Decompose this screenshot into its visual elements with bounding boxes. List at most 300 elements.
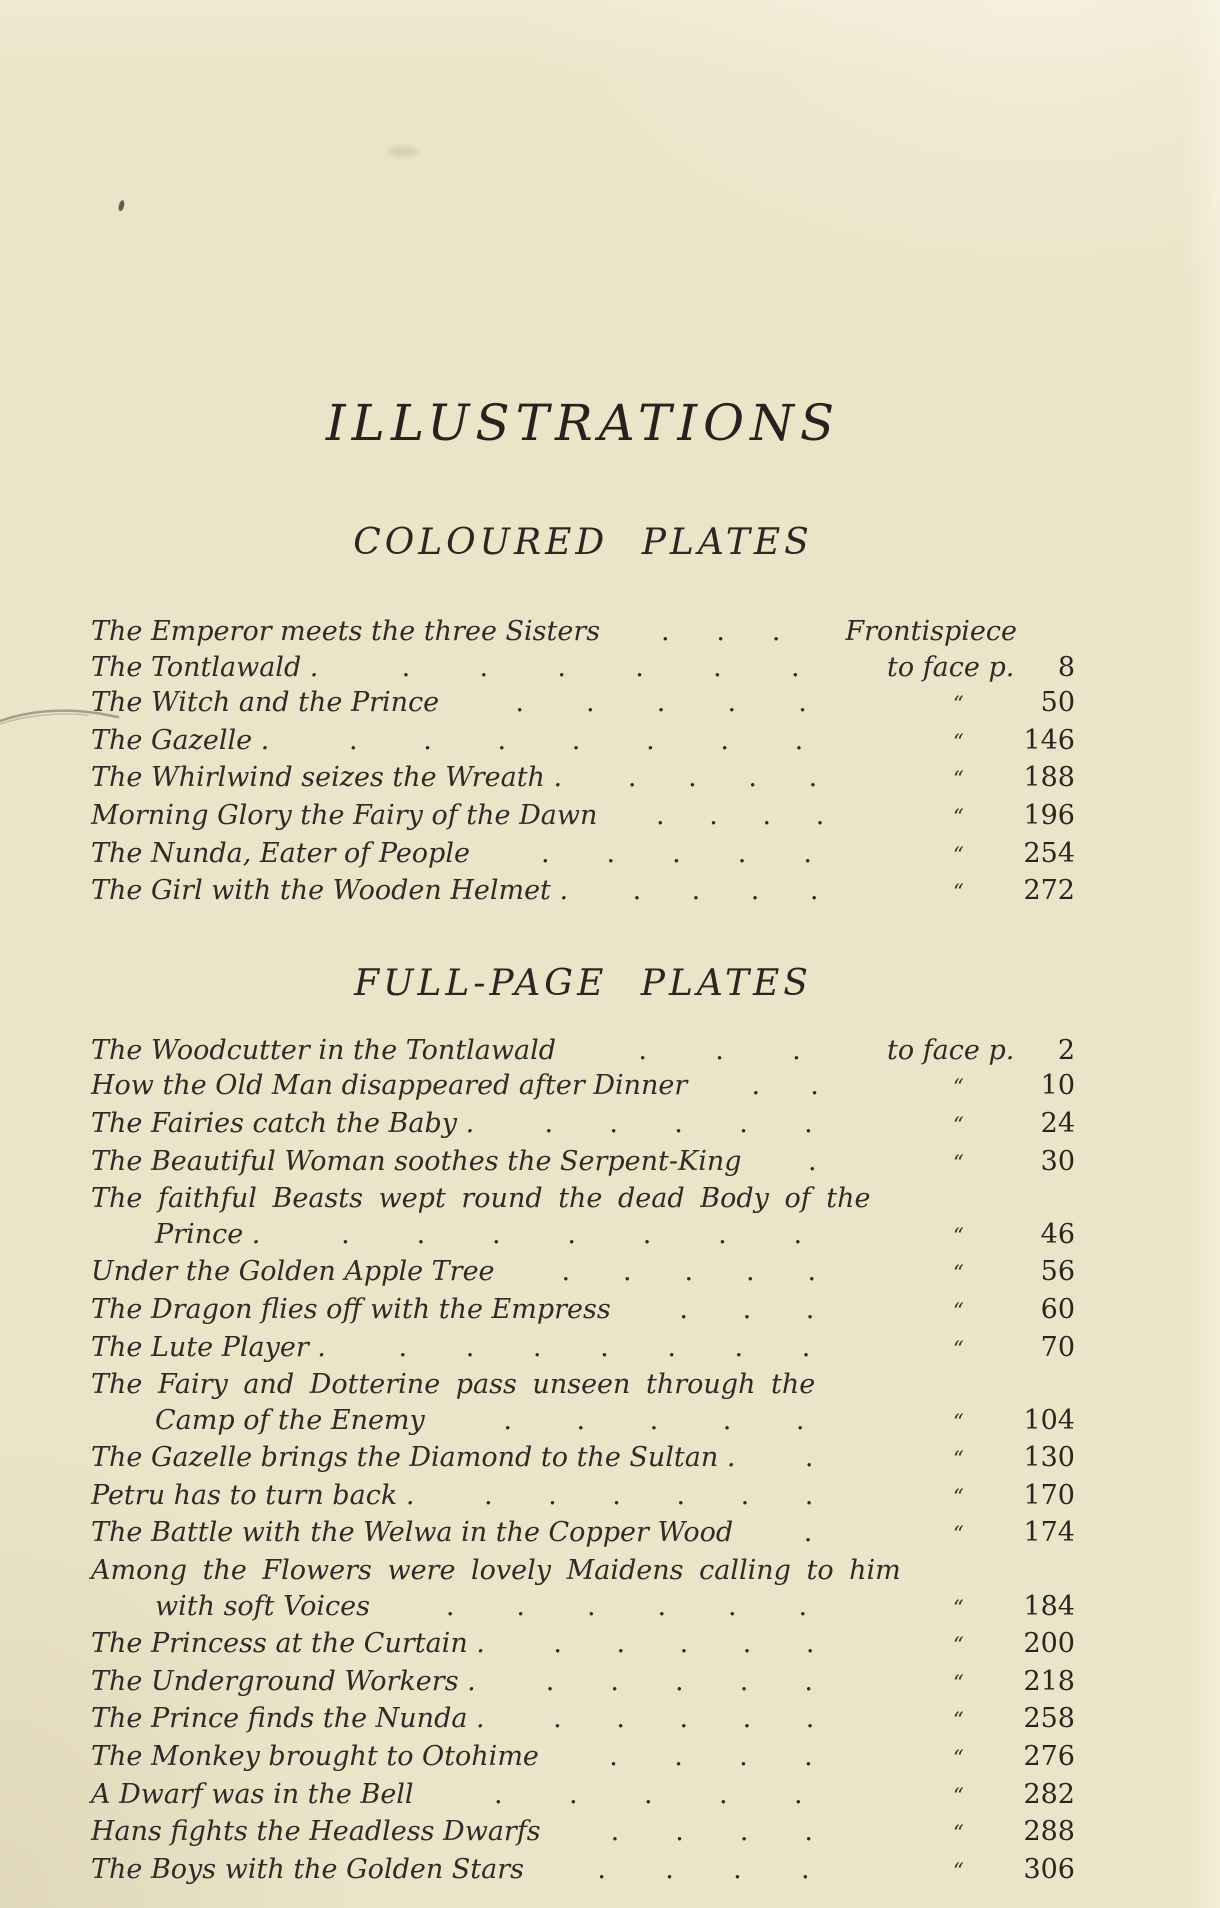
- entries-list: [91, 1033, 1075, 1890]
- page-title: ILLUSTRATIONS: [325, 394, 841, 452]
- entry-title: The Fairies catch the Baby .: [91, 1107, 475, 1139]
- leader-dot: .: [479, 651, 489, 683]
- leader-dot: .: [691, 875, 701, 907]
- entry-title: A Dwarf was in the Bell: [91, 1778, 414, 1810]
- illustration-entry: [91, 760, 1075, 798]
- page-number: 272: [1023, 875, 1075, 907]
- page-reference: “: [953, 1447, 966, 1472]
- illustration-entry: [91, 685, 1075, 723]
- page-reference: “: [953, 1633, 966, 1658]
- page-number: 306: [1023, 1853, 1075, 1885]
- leader-dot: .: [713, 651, 722, 683]
- page-number: 8: [1057, 651, 1075, 683]
- leader-dots: [756, 1144, 869, 1180]
- leader-dots: [332, 650, 869, 686]
- leader-dots: [538, 1852, 869, 1888]
- page-reference: “: [953, 1261, 966, 1286]
- page-reference: to face p.: [887, 1034, 1015, 1066]
- leader-dot: .: [801, 1331, 811, 1363]
- illustration-sections: [91, 522, 1075, 1889]
- leader-dot: .: [674, 1741, 683, 1773]
- leader-dot: .: [503, 1404, 512, 1436]
- section-heading: FULL-PAGE PLATES: [354, 962, 812, 1004]
- entry-title: The Boys with the Golden Stars: [91, 1853, 525, 1885]
- leader-dot: .: [807, 1256, 817, 1288]
- page-reference: “: [953, 1112, 966, 1137]
- leader-dot: .: [544, 1107, 554, 1139]
- leader-dot: .: [804, 1442, 814, 1474]
- leader-dot: .: [798, 687, 807, 719]
- leader-dot: .: [739, 1107, 748, 1139]
- leader-dot: .: [771, 616, 781, 647]
- leader-dot: .: [672, 837, 681, 869]
- leader-dots: [428, 1478, 869, 1514]
- leader-dots: [553, 1739, 869, 1775]
- leader-dot: .: [676, 1479, 686, 1511]
- illustration-entry: [91, 1144, 1075, 1182]
- leader-dot: .: [656, 799, 665, 831]
- leader-dot: .: [733, 1853, 742, 1885]
- entry-wrapped-lines: [91, 1181, 1075, 1217]
- leader-dot: .: [679, 1628, 689, 1660]
- entry-title: The Prince finds the Nunda .: [91, 1703, 485, 1735]
- leader-dot: .: [643, 1778, 653, 1810]
- page-reference: “: [953, 729, 966, 754]
- leader-dot: .: [649, 1404, 659, 1436]
- leader-dot: .: [491, 1218, 501, 1250]
- leader-dots: [384, 1589, 869, 1625]
- entry-main-line: [91, 1330, 1075, 1368]
- leader-dot: .: [627, 762, 637, 794]
- entry-main-line: [91, 1777, 1075, 1815]
- page-reference: “: [953, 1336, 966, 1361]
- entry-wrapped-lines: [91, 1553, 1075, 1589]
- leader-dot: .: [597, 1853, 606, 1885]
- illustration-entry: [91, 873, 1075, 911]
- illustration-entry: [91, 1106, 1075, 1144]
- illustration-entry: [91, 1033, 1075, 1069]
- page-reference: “: [953, 1298, 966, 1323]
- page-reference: “: [953, 804, 966, 829]
- page-number: 146: [1023, 724, 1075, 756]
- leader-dot: .: [586, 687, 595, 719]
- page-reference: “: [953, 1522, 966, 1547]
- illustration-entry: [91, 836, 1075, 874]
- entry-title: with soft Voices: [155, 1590, 370, 1622]
- entry-title: The Tontlawald .: [91, 651, 319, 683]
- leader-dot: .: [805, 1703, 815, 1735]
- page-reference: “: [953, 1783, 966, 1808]
- page-number: 196: [1023, 799, 1075, 831]
- leader-dot: .: [805, 1628, 815, 1660]
- leader-dot: .: [557, 651, 567, 683]
- leader-dot: .: [616, 1628, 626, 1660]
- page-number: 2: [1057, 1034, 1075, 1066]
- entries-list: [91, 614, 1075, 911]
- leader-dot: .: [810, 1070, 819, 1102]
- illustration-entry: [91, 1440, 1075, 1478]
- leader-dots: [439, 1403, 869, 1439]
- entry-main-line: [91, 1664, 1075, 1702]
- leader-dot: .: [586, 1590, 596, 1622]
- entry-title: The Underground Workers .: [91, 1665, 476, 1697]
- leader-dot: .: [465, 1331, 475, 1363]
- leader-dot: .: [515, 687, 524, 719]
- leader-dot: .: [657, 1590, 667, 1622]
- leader-dot: .: [646, 724, 655, 756]
- entry-title: Petru has to turn back .: [91, 1479, 415, 1511]
- leader-dot: .: [656, 687, 666, 719]
- page-reference: “: [953, 1821, 966, 1846]
- leader-dot: .: [805, 1293, 815, 1325]
- leader-dot: .: [616, 1703, 625, 1735]
- leader-dots: [555, 1814, 869, 1850]
- page-number: 276: [1023, 1741, 1075, 1773]
- leader-dot: .: [803, 837, 812, 869]
- entry-main-line: [91, 1701, 1075, 1739]
- leader-dot: .: [609, 1741, 618, 1773]
- leader-dot: .: [493, 1778, 503, 1810]
- leader-dot: .: [532, 1331, 542, 1363]
- leader-dot: .: [807, 1145, 817, 1177]
- illustration-entry: [91, 1739, 1075, 1777]
- leader-dot: .: [561, 1256, 571, 1288]
- leader-dot: .: [348, 724, 358, 756]
- entry-title: The Battle with the Welwa in the Copper Wood: [91, 1517, 734, 1549]
- leader-dot: .: [497, 724, 507, 756]
- entry-main-line: [91, 873, 1075, 911]
- page-number: 254: [1023, 837, 1075, 869]
- leader-dots: [484, 836, 869, 872]
- illustration-entry: [91, 1852, 1075, 1890]
- entry-title: The Monkey brought to Otohime: [91, 1741, 539, 1773]
- page-reference: “: [953, 1746, 966, 1771]
- leader-dot: .: [709, 799, 718, 831]
- page-reference: “: [953, 842, 966, 867]
- leader-dots: [582, 873, 869, 909]
- leader-dot: .: [792, 1034, 801, 1066]
- leader-dot: .: [739, 1741, 748, 1773]
- page-number: 288: [1023, 1816, 1075, 1848]
- entry-title: The Emperor meets the three Sisters: [91, 616, 601, 647]
- leader-dot: .: [745, 1256, 755, 1288]
- plates-section: [91, 962, 1075, 1890]
- page-number: 282: [1023, 1778, 1075, 1810]
- leader-dot: .: [642, 1218, 652, 1250]
- page-number: 200: [1023, 1628, 1075, 1660]
- leader-dot: .: [804, 1741, 813, 1773]
- leader-dot: .: [553, 1628, 562, 1660]
- page-content: [91, 0, 1075, 1889]
- page-number: 56: [1040, 1256, 1075, 1288]
- entry-title: The Beautiful Woman soothes the Serpent-King: [91, 1145, 742, 1177]
- entry-main-line: [91, 1626, 1075, 1664]
- leader-dot: .: [341, 1218, 350, 1250]
- leader-dot: .: [675, 1665, 684, 1697]
- illustration-entry: [91, 614, 1075, 650]
- page-number: 258: [1023, 1703, 1075, 1735]
- page-reference: “: [953, 880, 966, 905]
- leader-dot: .: [808, 762, 818, 794]
- illustration-entry: [91, 1330, 1075, 1368]
- leader-dot: .: [545, 1665, 555, 1697]
- illustration-entry: [91, 1367, 1075, 1440]
- leader-dot: .: [791, 651, 800, 683]
- leader-dot: .: [688, 762, 697, 794]
- entry-main-line: [91, 1739, 1075, 1777]
- leader-dot: .: [742, 1703, 752, 1735]
- page-number: 184: [1023, 1590, 1075, 1622]
- page-reference: “: [953, 692, 966, 717]
- illustration-entry: [91, 1478, 1075, 1516]
- leader-dot: .: [684, 1256, 694, 1288]
- leader-dot: .: [548, 1479, 557, 1511]
- leader-dots: [499, 1626, 869, 1662]
- leader-dot: .: [622, 1256, 632, 1288]
- entry-title: The Princess at the Curtain .: [91, 1628, 485, 1660]
- plates-section: [91, 522, 1075, 911]
- illustration-entry: [91, 1814, 1075, 1852]
- leader-dot: .: [679, 1703, 689, 1735]
- page-number: 70: [1040, 1331, 1075, 1363]
- entry-title: The Gazelle brings the Diamond to the Sultan .: [91, 1442, 736, 1474]
- leader-dot: .: [600, 1331, 609, 1363]
- page-number: 218: [1023, 1665, 1075, 1697]
- entry-main-line: [91, 1814, 1075, 1852]
- entry-main-line: [91, 685, 1075, 723]
- entry-title: The Lute Player .: [91, 1331, 326, 1363]
- illustration-entry: [91, 1515, 1075, 1553]
- page-number: 50: [1040, 687, 1075, 719]
- leader-dot: .: [665, 1853, 674, 1885]
- leader-dot: .: [401, 651, 411, 683]
- leader-dot: .: [416, 1218, 426, 1250]
- page-reference: Frontispiece: [845, 616, 1017, 647]
- entry-main-line: [91, 1852, 1075, 1890]
- entry-title: The Nunda, Eater of People: [91, 837, 470, 869]
- illustration-entry: [91, 650, 1075, 686]
- leader-dot: .: [748, 762, 757, 794]
- leader-dot: .: [750, 875, 760, 907]
- entry-title: The Girl with the Wooden Helmet .: [91, 875, 569, 907]
- leader-dot: .: [606, 837, 616, 869]
- entry-title: The Woodcutter in the Tontlawald: [91, 1034, 557, 1066]
- illustration-entry: [91, 1292, 1075, 1330]
- leader-dot: .: [739, 1665, 749, 1697]
- leader-dot: .: [803, 1517, 813, 1549]
- page-reference: to face p.: [887, 651, 1015, 683]
- leader-dot: .: [423, 724, 432, 756]
- leader-dot: .: [720, 724, 729, 756]
- leader-dot: .: [722, 1404, 732, 1436]
- leader-dots: [701, 1068, 869, 1104]
- illustration-entry: [91, 1664, 1075, 1702]
- leader-dot: .: [804, 1479, 814, 1511]
- entry-main-line: [91, 760, 1075, 798]
- illustration-entry: [91, 723, 1075, 761]
- leader-dot: .: [804, 1665, 813, 1697]
- leader-dot: .: [793, 1778, 803, 1810]
- illustration-entry: [91, 798, 1075, 836]
- entry-title: Under the Golden Apple Tree: [91, 1256, 495, 1288]
- leader-dot: .: [516, 1590, 526, 1622]
- illustration-entry: [91, 1701, 1075, 1739]
- leader-dot: .: [568, 1778, 578, 1810]
- entry-main-line: [91, 1033, 1075, 1069]
- entry-title: The Whirlwind seizes the Wreath .: [91, 762, 563, 794]
- entry-title: Morning Glory the Fairy of the Dawn: [91, 799, 598, 831]
- entry-title: Hans fights the Headless Dwarfs: [91, 1816, 541, 1848]
- entry-main-line: [91, 1068, 1075, 1106]
- leader-dot: .: [571, 724, 581, 756]
- page-reference: “: [953, 1670, 966, 1695]
- leader-dots: [625, 1292, 869, 1328]
- leader-dot: .: [635, 651, 644, 683]
- leader-dot: .: [567, 1218, 576, 1250]
- leader-dot: .: [674, 1107, 683, 1139]
- leader-dot: .: [576, 1404, 586, 1436]
- entry-title: The Gazelle .: [91, 724, 270, 756]
- page-number: 10: [1040, 1070, 1075, 1102]
- leader-dot: .: [801, 1853, 810, 1885]
- leader-dots: [428, 1777, 869, 1813]
- illustration-entry: [91, 1777, 1075, 1815]
- entry-title-line: Among the Flowers were lovely Maidens calling to him: [91, 1555, 901, 1587]
- entry-main-line: [91, 614, 1075, 650]
- illustration-entry: [91, 1068, 1075, 1106]
- leader-dot: .: [804, 1107, 813, 1139]
- page-reference: “: [953, 1708, 966, 1733]
- leader-dot: .: [445, 1590, 455, 1622]
- page-reference: “: [953, 1484, 966, 1509]
- entry-wrapped-lines: [91, 1367, 1075, 1403]
- leader-dots: [509, 1254, 869, 1290]
- leader-dot: .: [762, 799, 772, 831]
- leader-dot: .: [540, 837, 550, 869]
- page-number: 174: [1023, 1517, 1075, 1549]
- entry-main-line: [91, 1254, 1075, 1292]
- illustration-entry: [91, 1254, 1075, 1292]
- entry-title-line: The faithful Beasts wept round the dead Body of the: [91, 1183, 871, 1215]
- leader-dot: .: [737, 837, 747, 869]
- page-number: 130: [1023, 1442, 1075, 1474]
- entry-title: How the Old Man disappeared after Dinner: [91, 1070, 688, 1102]
- entry-title: Camp of the Enemy: [155, 1404, 425, 1436]
- leader-dots: [274, 1217, 869, 1253]
- leader-dots: [490, 1664, 869, 1700]
- entry-title: The Dragon flies off with the Empress: [91, 1293, 611, 1325]
- page-number: 104: [1023, 1404, 1075, 1436]
- page-reference: “: [953, 1223, 966, 1248]
- entry-title-line: The Fairy and Dotterine pass unseen through the: [91, 1369, 816, 1401]
- entry-main-line: [91, 1515, 1075, 1553]
- leader-dots: [749, 1440, 869, 1476]
- section-heading: COLOURED PLATES: [353, 522, 813, 563]
- leader-dots: [340, 1330, 869, 1366]
- leader-dots: [453, 685, 869, 721]
- page-number: 30: [1040, 1145, 1075, 1177]
- page-reference: “: [953, 1858, 966, 1883]
- leader-dot: .: [398, 1331, 408, 1363]
- leader-dot: .: [675, 1816, 684, 1848]
- leader-dot: .: [553, 1703, 562, 1735]
- leader-dot: .: [679, 1293, 688, 1325]
- leader-dot: .: [727, 1590, 737, 1622]
- entry-title: Prince .: [155, 1218, 261, 1250]
- leader-dots: [499, 1701, 869, 1737]
- page-reference: “: [953, 1409, 966, 1434]
- entry-main-line: [91, 1478, 1075, 1516]
- page-number: 24: [1040, 1107, 1075, 1139]
- page-number: 46: [1040, 1218, 1075, 1250]
- leader-dot: .: [483, 1479, 493, 1511]
- leader-dots: [488, 1106, 869, 1142]
- leader-dot: .: [716, 616, 726, 647]
- leader-dot: .: [815, 799, 825, 831]
- page-reference: “: [953, 1150, 966, 1175]
- leader-dot: .: [727, 687, 737, 719]
- leader-dots: [283, 723, 869, 759]
- leader-dot: .: [795, 1404, 805, 1436]
- entry-main-line: [91, 650, 1075, 686]
- leader-dot: .: [740, 1479, 750, 1511]
- leader-dot: .: [742, 1628, 752, 1660]
- entry-main-line: [91, 723, 1075, 761]
- leader-dots: [614, 614, 827, 650]
- entry-main-line: [91, 1217, 1075, 1255]
- leader-dot: .: [739, 1816, 749, 1848]
- leader-dot: .: [610, 1665, 619, 1697]
- leader-dot: .: [751, 1070, 761, 1102]
- leader-dot: .: [793, 1218, 803, 1250]
- leader-dot: .: [742, 1293, 752, 1325]
- page-reference: “: [953, 767, 966, 792]
- entry-main-line: [91, 1292, 1075, 1330]
- leader-dot: .: [638, 1034, 647, 1066]
- entry-title: The Witch and the Prince: [91, 687, 440, 719]
- leader-dot: .: [718, 1218, 727, 1250]
- entry-main-line: [91, 836, 1075, 874]
- entry-main-line: [91, 1106, 1075, 1144]
- leader-dot: .: [718, 1778, 728, 1810]
- page-number: 60: [1040, 1293, 1075, 1325]
- entry-main-line: [91, 1144, 1075, 1182]
- illustration-entry: [91, 1181, 1075, 1254]
- page-number: 188: [1023, 762, 1075, 794]
- leader-dot: .: [612, 1479, 621, 1511]
- leader-dot: .: [609, 1107, 618, 1139]
- leader-dot: .: [610, 1816, 620, 1848]
- leader-dots: [747, 1515, 869, 1551]
- leader-dot: .: [794, 724, 804, 756]
- leader-dot: .: [632, 875, 642, 907]
- entry-main-line: [91, 1440, 1075, 1478]
- leader-dot: .: [734, 1331, 744, 1363]
- leader-dot: .: [667, 1331, 676, 1363]
- leader-dot: .: [660, 616, 670, 647]
- leader-dot: .: [715, 1034, 724, 1066]
- illustration-entry: [91, 1626, 1075, 1664]
- page-number: 170: [1023, 1479, 1075, 1511]
- page-reference: “: [953, 1595, 966, 1620]
- leader-dot: .: [798, 1590, 808, 1622]
- entry-main-line: [91, 1403, 1075, 1441]
- leader-dots: [576, 760, 869, 796]
- leader-dots: [611, 798, 869, 834]
- illustration-entry: [91, 1553, 1075, 1626]
- page-reference: “: [953, 1075, 966, 1100]
- leader-dots: [570, 1033, 869, 1069]
